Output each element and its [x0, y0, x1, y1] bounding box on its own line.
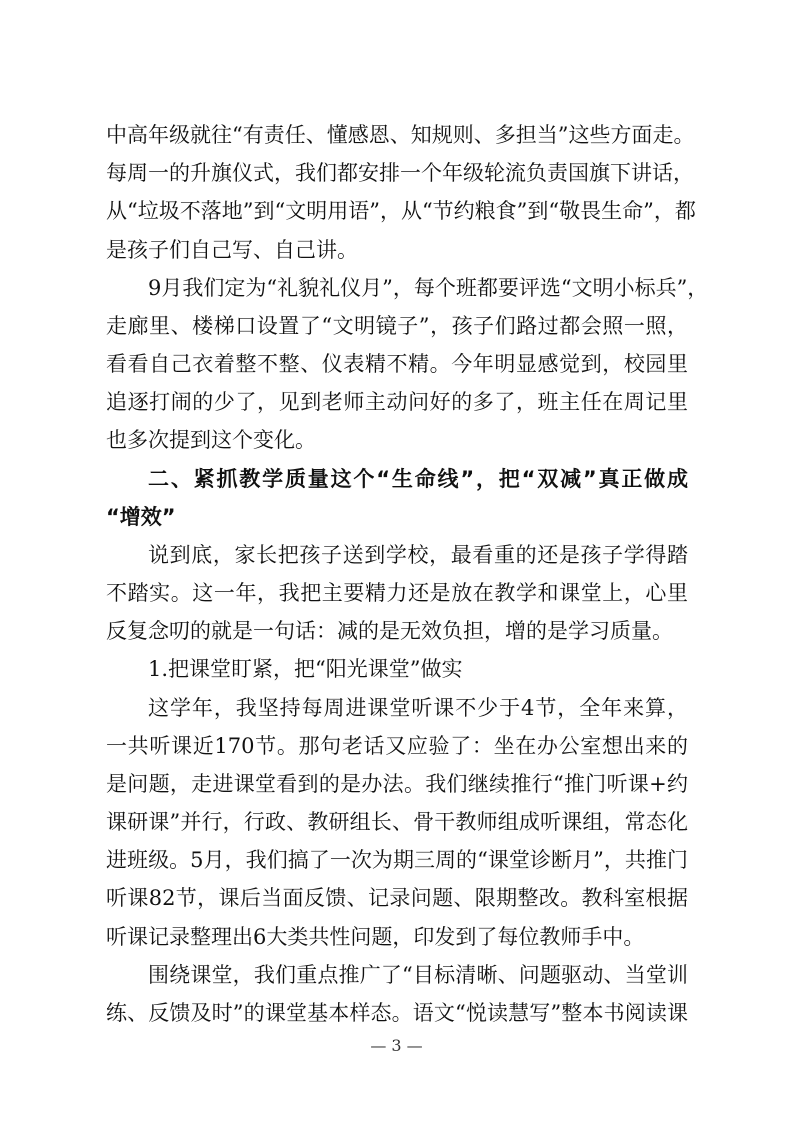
text-line: 也多次提到这个变化。 [106, 428, 316, 452]
text-line: 每周一的升旗仪式，我们都安排一个年级轮流负责国旗下讲话， [106, 161, 694, 185]
text-line: 中高年级就往“有责任、懂感恩、知规则、多担当”这些方面走。 [106, 123, 695, 147]
text-line: 看看自己衣着整不整、仪表精不精。今年明显感觉到，校园里 [106, 352, 688, 376]
text-line: 进班级。5月，我们搞了一次为期三周的“课堂诊断月”，共推门 [106, 848, 688, 872]
text-line: 说到底，家长把孩子送到学校，最看重的还是孩子学得踏 [148, 543, 688, 567]
text-line: 不踏实。这一年，我把主要精力还是放在教学和课堂上，心里 [106, 581, 688, 605]
text-line: 追逐打闹的少了，见到老师主动问好的多了，班主任在周记里 [106, 390, 688, 414]
text-line: 听课82节，课后当面反馈、记录问题、限期整改。教科室根据 [106, 886, 688, 910]
text-line: 围绕课堂，我们重点推广了“目标清晰、问题驱动、当堂训 [148, 963, 688, 987]
text-line: 9月我们定为“礼貌礼仪月”，每个班都要评选“文明小标兵”， [148, 276, 709, 300]
section-heading: 二、紧抓教学质量这个“生命线”，把“双减”真正做成 [148, 467, 688, 491]
text-line: 一共听课近170节。那句老话又应验了：坐在办公室想出来的 [106, 734, 688, 758]
text-line: 走廊里、楼梯口设置了“文明镜子”，孩子们路过都会照一照， [106, 314, 688, 338]
subsection-heading: 1.把课堂盯紧，把“阳光课堂”做实 [148, 657, 463, 681]
text-line: 反复念叨的就是一句话：减的是无效负担，增的是学习质量。 [106, 619, 673, 643]
text-line: 从“垃圾不落地”到“文明用语”，从“节约粮食”到“敬畏生命”，都 [106, 199, 696, 223]
text-line: 这学年，我坚持每周进课堂听课不少于4节，全年来算， [148, 696, 688, 720]
section-heading-continued: “增效” [106, 505, 176, 529]
page-number: — 3 — [370, 1036, 423, 1055]
text-line: 听课记录整理出6大类共性问题，印发到了每位教师手中。 [106, 925, 645, 949]
text-line: 课研课”并行，行政、教研组长、骨干教师组成听课组，常态化 [106, 810, 688, 834]
text-line: 是孩子们自己写、自己讲。 [106, 238, 358, 262]
text-line: 是问题，走进课堂看到的是办法。我们继续推行“推门听课+约 [106, 772, 688, 796]
text-line: 练、反馈及时”的课堂基本样态。语文“悦读慧写”整本书阅读课 [106, 1001, 688, 1025]
